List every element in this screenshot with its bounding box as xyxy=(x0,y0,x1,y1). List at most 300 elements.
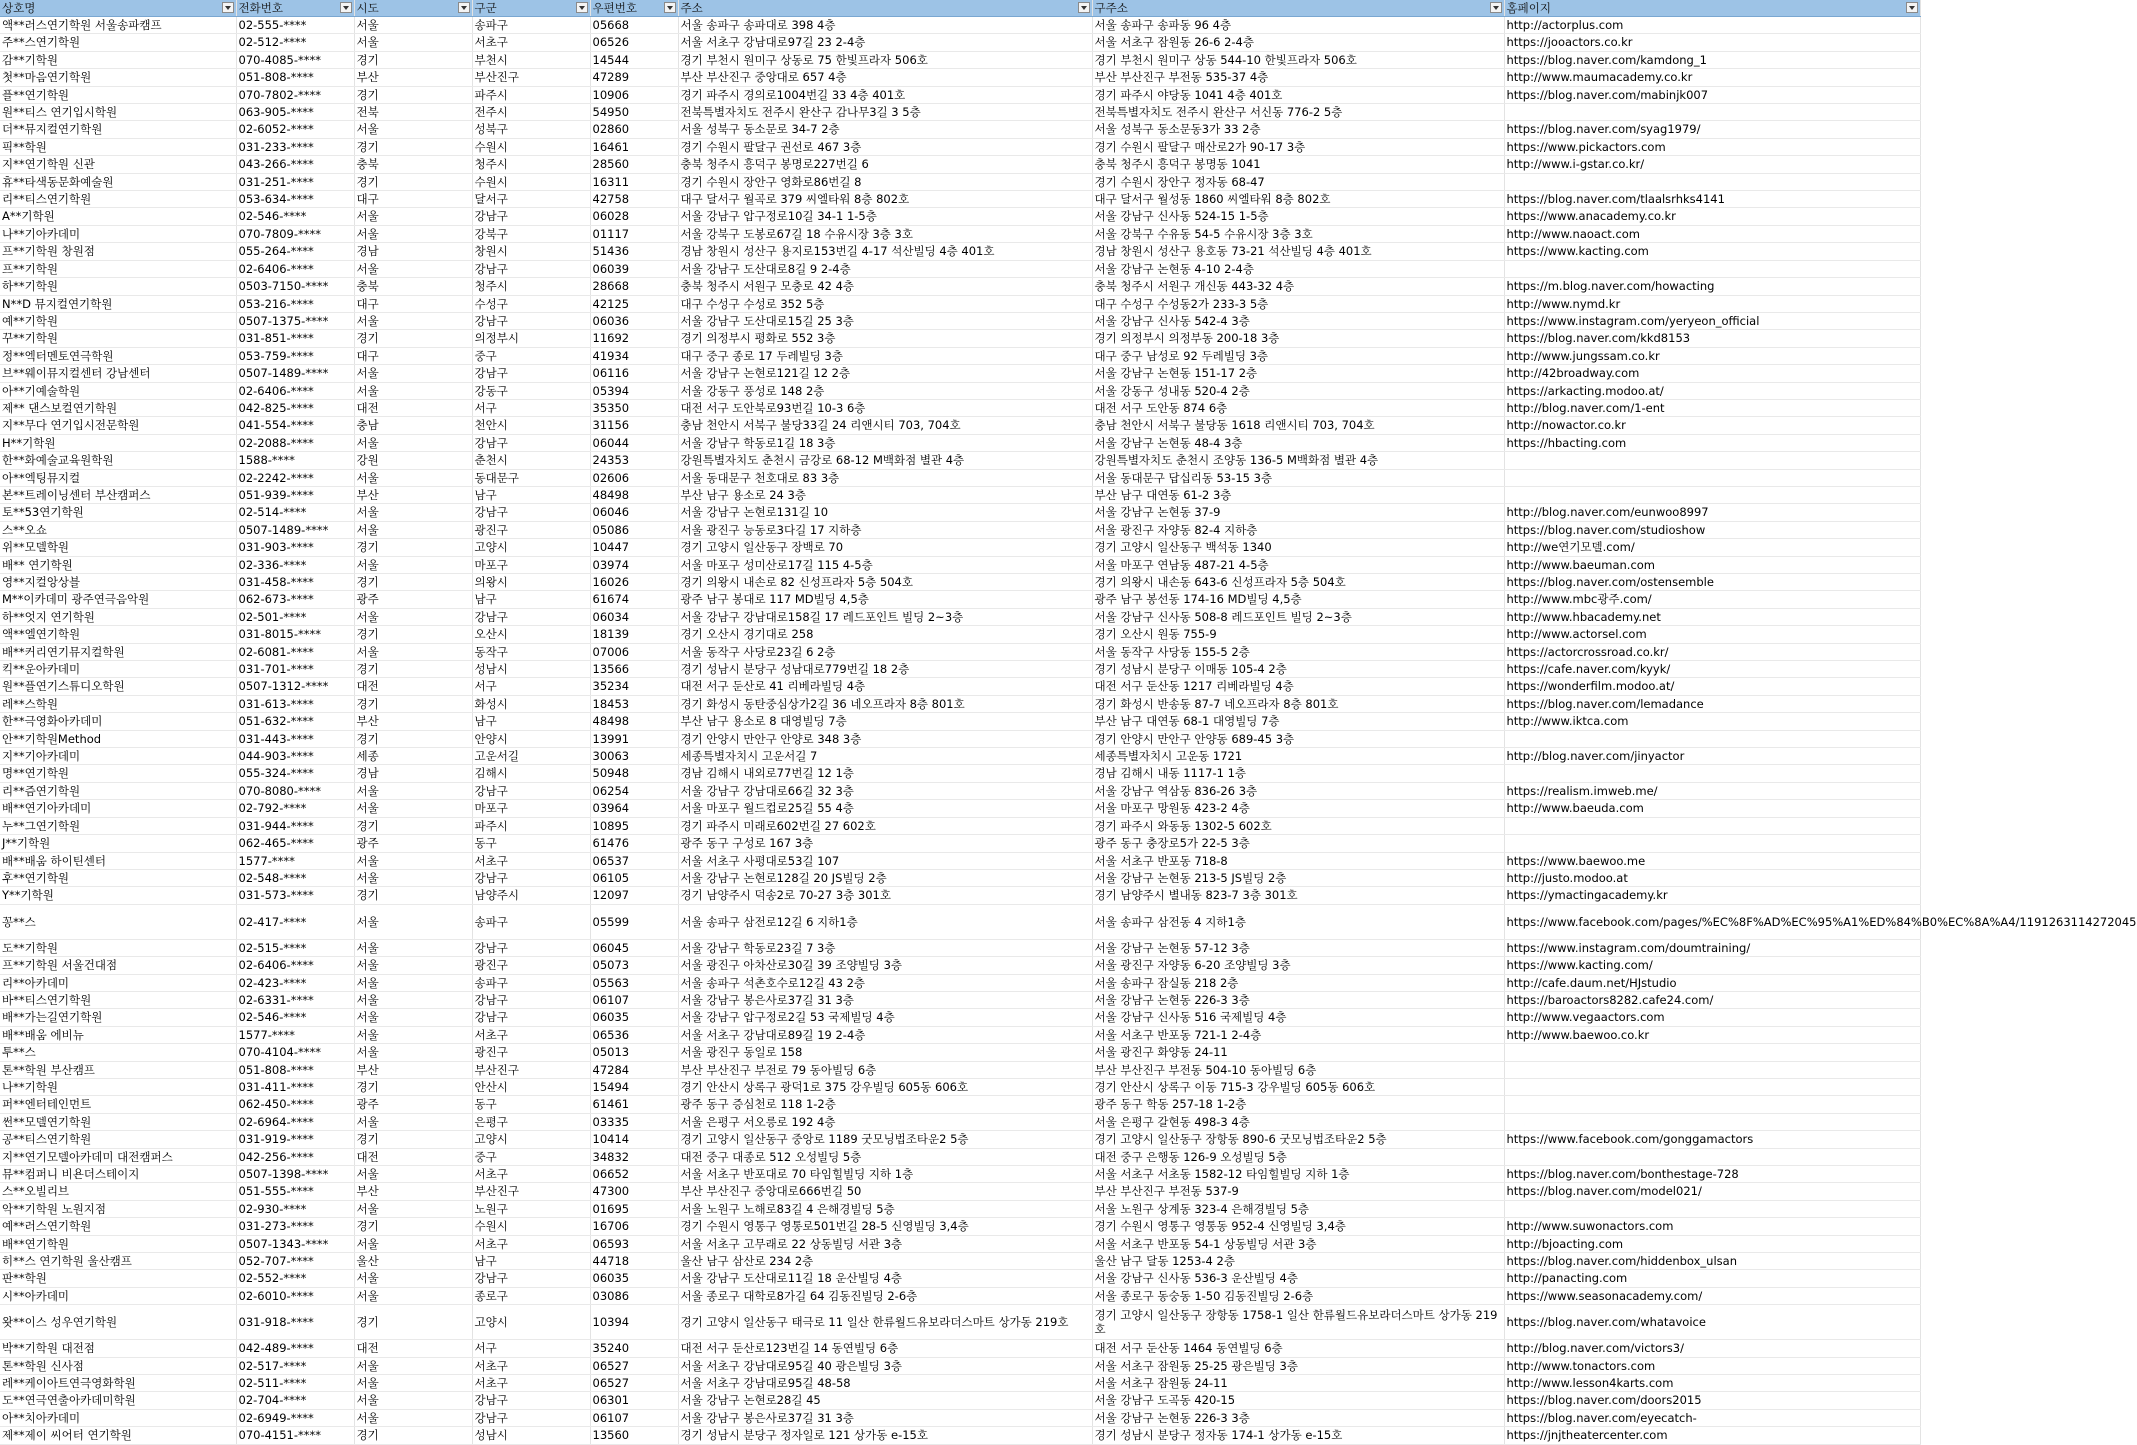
table-cell[interactable]: 02-6010-**** xyxy=(236,1287,354,1304)
table-cell[interactable]: 수원시 xyxy=(472,1218,590,1235)
table-cell[interactable]: 48498 xyxy=(590,486,678,503)
table-cell[interactable] xyxy=(1504,765,1920,782)
table-cell[interactable]: 강남구 xyxy=(472,1409,590,1426)
table-cell[interactable]: http://www.lesson4karts.com xyxy=(1504,1375,1920,1392)
table-cell[interactable]: 051-808-**** xyxy=(236,1061,354,1078)
table-cell[interactable]: 강북구 xyxy=(472,225,590,242)
header-cell[interactable] xyxy=(1504,0,1920,17)
table-cell[interactable] xyxy=(1504,835,1920,852)
table-cell[interactable]: 서울 강남구 신사동 542-4 3층 xyxy=(1092,312,1504,329)
table-cell[interactable]: 세종 xyxy=(354,748,472,765)
table-cell[interactable]: 시**아카데미 xyxy=(0,1287,236,1304)
table-cell[interactable]: 경남 xyxy=(354,765,472,782)
table-cell[interactable]: 06527 xyxy=(590,1375,678,1392)
table-cell[interactable]: 썬**모델연기학원 xyxy=(0,1113,236,1130)
table-cell[interactable]: 경기 부천시 원미구 상동 544-10 한빛프라자 506호 xyxy=(1092,51,1504,68)
table-cell[interactable]: 지**연기학원 신관 xyxy=(0,156,236,173)
table-cell[interactable]: 031-919-**** xyxy=(236,1131,354,1148)
table-cell[interactable]: 액**엘연기학원 xyxy=(0,626,236,643)
table-cell[interactable]: 서울 강남구 봉은사로37길 31 3층 xyxy=(678,1409,1092,1426)
table-cell[interactable]: 서울 xyxy=(354,904,472,939)
table-cell[interactable]: 광주 xyxy=(354,1096,472,1113)
table-cell[interactable]: 아**치아카데미 xyxy=(0,1409,236,1426)
table-cell[interactable]: 브**웨이뮤지컬센터 강남센터 xyxy=(0,365,236,382)
table-cell[interactable]: 배**커리연기뮤지컬학원 xyxy=(0,643,236,660)
table-cell[interactable]: 서울 xyxy=(354,782,472,799)
table-cell[interactable]: 051-555-**** xyxy=(236,1183,354,1200)
table-cell[interactable]: 서울 xyxy=(354,556,472,573)
table-cell[interactable]: 서울 강남구 논현동 213-5 JS빌딩 2층 xyxy=(1092,869,1504,886)
table-cell[interactable]: 042-825-**** xyxy=(236,399,354,416)
table-cell[interactable]: 05086 xyxy=(590,521,678,538)
table-cell[interactable]: 나**기아카데미 xyxy=(0,225,236,242)
table-cell[interactable]: 예**기학원 xyxy=(0,312,236,329)
table-cell[interactable]: 안양시 xyxy=(472,730,590,747)
table-cell[interactable]: 대구 수성구 수성동2가 233-3 5층 xyxy=(1092,295,1504,312)
table-cell[interactable]: 아**기예술학원 xyxy=(0,382,236,399)
table-cell[interactable]: https://www.instagram.com/doumtraining/ xyxy=(1504,939,1920,956)
table-cell[interactable]: http://www.suwonactors.com xyxy=(1504,1218,1920,1235)
table-cell[interactable]: 02-548-**** xyxy=(236,869,354,886)
table-cell[interactable]: 충북 xyxy=(354,278,472,295)
table-cell[interactable]: 휴**타색동문화예술원 xyxy=(0,173,236,190)
table-cell[interactable]: 도**기학원 xyxy=(0,939,236,956)
table-cell[interactable]: 경기 xyxy=(354,1305,472,1340)
table-cell[interactable]: http://www.hbacademy.net xyxy=(1504,608,1920,625)
table-cell[interactable]: 051-808-**** xyxy=(236,69,354,86)
table-cell[interactable]: 톤**학원 신사점 xyxy=(0,1357,236,1374)
table-cell[interactable]: 경기 의정부시 의정부동 200-18 3층 xyxy=(1092,330,1504,347)
table-cell[interactable]: 경기 오산시 경기대로 258 xyxy=(678,626,1092,643)
table-cell[interactable]: 0507-1312-**** xyxy=(236,678,354,695)
table-cell[interactable]: 031-273-**** xyxy=(236,1218,354,1235)
table-cell[interactable]: http://www.naoact.com xyxy=(1504,225,1920,242)
table-cell[interactable]: 28560 xyxy=(590,156,678,173)
table-cell[interactable]: https://blog.naver.com/bonthestage-728 xyxy=(1504,1166,1920,1183)
table-cell[interactable]: 서울 서초구 고무래로 22 상동빌딩 서관 3층 xyxy=(678,1235,1092,1252)
table-cell[interactable] xyxy=(1504,730,1920,747)
table-cell[interactable]: http://www.mbc광주.com/ xyxy=(1504,591,1920,608)
table-cell[interactable]: 서초구 xyxy=(472,1375,590,1392)
table-cell[interactable]: 경남 창원시 성산구 용호동 73-21 석산빌딩 4층 401호 xyxy=(1092,243,1504,260)
table-cell[interactable]: 동구 xyxy=(472,835,590,852)
table-cell[interactable]: 서울 서초구 반포동 718-8 xyxy=(1092,852,1504,869)
table-cell[interactable]: 부산 xyxy=(354,69,472,86)
table-cell[interactable]: 서울 강남구 논현동 226-3 3층 xyxy=(1092,991,1504,1008)
table-cell[interactable]: 03086 xyxy=(590,1287,678,1304)
table-cell[interactable]: 서울 xyxy=(354,434,472,451)
table-cell[interactable]: 울산 남구 삼산로 234 2층 xyxy=(678,1253,1092,1270)
table-cell[interactable]: A**기학원 xyxy=(0,208,236,225)
table-cell[interactable]: 070-4151-**** xyxy=(236,1427,354,1444)
table-cell[interactable]: 24353 xyxy=(590,452,678,469)
table-cell[interactable]: 서울 xyxy=(354,1409,472,1426)
table-cell[interactable]: 경기 성남시 분당구 이매동 105-4 2층 xyxy=(1092,661,1504,678)
table-cell[interactable]: 청주시 xyxy=(472,278,590,295)
table-cell[interactable]: 프**기학원 서울건대점 xyxy=(0,957,236,974)
table-cell[interactable]: 06116 xyxy=(590,365,678,382)
table-cell[interactable]: https://blog.naver.com/kkd8153 xyxy=(1504,330,1920,347)
table-cell[interactable]: 서울 강남구 논현로128길 20 JS빌딩 2층 xyxy=(678,869,1092,886)
table-cell[interactable]: 055-324-**** xyxy=(236,765,354,782)
table-cell[interactable]: 서초구 xyxy=(472,1357,590,1374)
table-cell[interactable]: 서울 xyxy=(354,1392,472,1409)
table-cell[interactable]: 경기 안양시 만안구 안양동 689-45 3층 xyxy=(1092,730,1504,747)
table-cell[interactable]: 서울 강남구 신사동 524-15 1-5층 xyxy=(1092,208,1504,225)
table-cell[interactable]: 42758 xyxy=(590,191,678,208)
table-cell[interactable]: 서울 서초구 반포대로 70 타임힐빌딩 지하 1층 xyxy=(678,1166,1092,1183)
table-cell[interactable]: http://actorplus.com xyxy=(1504,17,1920,34)
table-cell[interactable]: 대전 중구 대종로 512 오성빌딩 5층 xyxy=(678,1148,1092,1165)
table-cell[interactable]: 경기 xyxy=(354,574,472,591)
table-cell[interactable]: 10394 xyxy=(590,1305,678,1340)
table-cell[interactable]: 경기 수원시 장안구 정자동 68-47 xyxy=(1092,173,1504,190)
table-cell[interactable]: 서울 강북구 수유동 54-5 수유시장 3층 3호 xyxy=(1092,225,1504,242)
table-cell[interactable]: 광주 동구 구성로 167 3층 xyxy=(678,835,1092,852)
header-cell[interactable] xyxy=(472,0,590,17)
table-cell[interactable]: 서울 xyxy=(354,1166,472,1183)
table-cell[interactable]: 성남시 xyxy=(472,661,590,678)
table-cell[interactable]: https://baroactors8282.cafe24.com/ xyxy=(1504,991,1920,1008)
table-cell[interactable]: 18139 xyxy=(590,626,678,643)
table-cell[interactable]: http://nowactor.co.kr xyxy=(1504,417,1920,434)
table-cell[interactable]: 대전 서구 도안동 874 6층 xyxy=(1092,399,1504,416)
table-cell[interactable]: 의정부시 xyxy=(472,330,590,347)
table-cell[interactable]: 충북 청주시 흥덕구 봉명로227번길 6 xyxy=(678,156,1092,173)
table-cell[interactable]: 충북 청주시 서원구 개신동 443-32 4층 xyxy=(1092,278,1504,295)
table-cell[interactable]: 서울 강동구 성내동 520-4 2층 xyxy=(1092,382,1504,399)
table-cell[interactable]: 1588-**** xyxy=(236,452,354,469)
table-cell[interactable] xyxy=(1504,104,1920,121)
table-cell[interactable]: J**기학원 xyxy=(0,835,236,852)
table-cell[interactable]: 고운서길 xyxy=(472,748,590,765)
table-cell[interactable]: 0507-1375-**** xyxy=(236,312,354,329)
table-cell[interactable]: 원**플연기스튜디오학원 xyxy=(0,678,236,695)
table-cell[interactable]: 대전 서구 둔산로 41 리베라빌딩 4층 xyxy=(678,678,1092,695)
table-cell[interactable]: 강남구 xyxy=(472,608,590,625)
table-cell[interactable]: 서울 강남구 학동로1길 18 3층 xyxy=(678,434,1092,451)
table-cell[interactable]: http://www.baeuman.com xyxy=(1504,556,1920,573)
filter-dropdown-icon[interactable] xyxy=(1078,2,1090,13)
table-cell[interactable]: 프**기학원 창원점 xyxy=(0,243,236,260)
table-cell[interactable]: 07006 xyxy=(590,643,678,660)
table-cell[interactable]: 경남 김해시 내외로77번길 12 1층 xyxy=(678,765,1092,782)
table-cell[interactable]: 02-6964-**** xyxy=(236,1113,354,1130)
table-cell[interactable]: 031-458-**** xyxy=(236,574,354,591)
table-cell[interactable]: 춘천시 xyxy=(472,452,590,469)
table-cell[interactable]: 수원시 xyxy=(472,138,590,155)
table-cell[interactable]: 고양시 xyxy=(472,1305,590,1340)
table-cell[interactable]: 06301 xyxy=(590,1392,678,1409)
table-cell[interactable]: 02-555-**** xyxy=(236,17,354,34)
table-cell[interactable]: 배** 연기학원 xyxy=(0,556,236,573)
table-cell[interactable]: 서울 성북구 동소문로 34-7 2층 xyxy=(678,121,1092,138)
table-cell[interactable]: http://panacting.com xyxy=(1504,1270,1920,1287)
table-cell[interactable]: 오산시 xyxy=(472,626,590,643)
table-cell[interactable]: 01117 xyxy=(590,225,678,242)
table-cell[interactable]: 경기 고양시 일산동구 장항동 1758-1 일산 한류월드유보라더스마트 상가동 219호 xyxy=(1092,1305,1504,1340)
table-cell[interactable]: 070-7802-**** xyxy=(236,86,354,103)
table-cell[interactable]: 고양시 xyxy=(472,1131,590,1148)
table-cell[interactable]: http://blog.naver.com/1-ent xyxy=(1504,399,1920,416)
header-cell[interactable] xyxy=(354,0,472,17)
table-cell[interactable] xyxy=(1504,452,1920,469)
table-cell[interactable]: 47289 xyxy=(590,69,678,86)
table-cell[interactable]: 마포구 xyxy=(472,556,590,573)
table-cell[interactable]: 후**연기학원 xyxy=(0,869,236,886)
table-cell[interactable]: 리**즘연기학원 xyxy=(0,782,236,799)
table-cell[interactable]: 경기 안산시 상록구 이동 715-3 강우빌딩 605동 606호 xyxy=(1092,1078,1504,1095)
table-cell[interactable]: 경기 xyxy=(354,1131,472,1148)
table-cell[interactable]: 부산 부산진구 중앙대로666번길 50 xyxy=(678,1183,1092,1200)
table-cell[interactable]: 13560 xyxy=(590,1427,678,1444)
table-cell[interactable]: 서울 xyxy=(354,1287,472,1304)
table-cell[interactable]: 경기 xyxy=(354,173,472,190)
table-cell[interactable]: 충남 천안시 서북구 불당33길 24 리앤시티 703, 704호 xyxy=(678,417,1092,434)
table-cell[interactable]: 서울 xyxy=(354,260,472,277)
table-cell[interactable]: http://blog.naver.com/eunwoo8997 xyxy=(1504,504,1920,521)
table-cell[interactable]: 경기 수원시 장안구 영화로86번길 8 xyxy=(678,173,1092,190)
table-cell[interactable]: 경기 남양주시 별내동 823-7 3층 301호 xyxy=(1092,887,1504,904)
table-cell[interactable]: 서울 송파구 삼전로12길 6 지하1층 xyxy=(678,904,1092,939)
table-cell[interactable]: 06036 xyxy=(590,312,678,329)
table-cell[interactable] xyxy=(1504,817,1920,834)
table-cell[interactable]: 강남구 xyxy=(472,869,590,886)
table-cell[interactable]: 경기 xyxy=(354,51,472,68)
table-cell[interactable]: 나**기학원 xyxy=(0,1078,236,1095)
table-cell[interactable]: 강남구 xyxy=(472,1270,590,1287)
table-cell[interactable]: 판**학원 xyxy=(0,1270,236,1287)
table-cell[interactable]: 경기 안양시 만안구 안양로 348 3층 xyxy=(678,730,1092,747)
table-cell[interactable]: 대구 xyxy=(354,295,472,312)
table-cell[interactable]: 배**배움 하이틴센터 xyxy=(0,852,236,869)
table-cell[interactable]: https://jnjtheatercenter.com xyxy=(1504,1427,1920,1444)
table-cell[interactable]: 명**연기학원 xyxy=(0,765,236,782)
table-cell[interactable]: 070-4085-**** xyxy=(236,51,354,68)
table-cell[interactable]: 043-266-**** xyxy=(236,156,354,173)
table-cell[interactable]: 충북 청주시 서원구 모충로 42 4층 xyxy=(678,278,1092,295)
table-cell[interactable]: 경남 김해시 내동 1117-1 1층 xyxy=(1092,765,1504,782)
table-cell[interactable]: 지**기아카데미 xyxy=(0,748,236,765)
table-cell[interactable]: http://www.iktca.com xyxy=(1504,713,1920,730)
table-cell[interactable]: 경기 안산시 상록구 광덕1로 375 강우빌딩 605동 606호 xyxy=(678,1078,1092,1095)
table-cell[interactable]: 서울 노원구 노해로83길 4 은해경빌딩 5층 xyxy=(678,1200,1092,1217)
table-cell[interactable]: 송파구 xyxy=(472,974,590,991)
table-cell[interactable]: 06527 xyxy=(590,1357,678,1374)
table-cell[interactable]: 03974 xyxy=(590,556,678,573)
table-cell[interactable]: 첫**마음연기학원 xyxy=(0,69,236,86)
table-cell[interactable]: 서울 xyxy=(354,1200,472,1217)
table-cell[interactable]: 강동구 xyxy=(472,382,590,399)
table-cell[interactable]: http://www.tonactors.com xyxy=(1504,1357,1920,1374)
table-cell[interactable]: 서울 xyxy=(354,504,472,521)
table-cell[interactable]: 서울 xyxy=(354,1113,472,1130)
table-cell[interactable]: 서울 송파구 송파동 96 4층 xyxy=(1092,17,1504,34)
table-cell[interactable]: 48498 xyxy=(590,713,678,730)
table-cell[interactable]: 서울 마포구 망원동 423-2 4층 xyxy=(1092,800,1504,817)
table-cell[interactable]: 강원 xyxy=(354,452,472,469)
table-cell[interactable]: 02-2242-**** xyxy=(236,469,354,486)
table-cell[interactable]: 서울 xyxy=(354,208,472,225)
table-cell[interactable]: 02-336-**** xyxy=(236,556,354,573)
table-cell[interactable]: 02-546-**** xyxy=(236,1009,354,1026)
table-cell[interactable]: 배**배움 에비뉴 xyxy=(0,1026,236,1043)
table-cell[interactable]: 경기 의왕시 내손동 643-6 신성프라자 5층 504호 xyxy=(1092,574,1504,591)
table-cell[interactable]: 성북구 xyxy=(472,121,590,138)
table-cell[interactable]: 대전 서구 둔산로123번길 14 동연빌딩 6층 xyxy=(678,1340,1092,1357)
table-cell[interactable] xyxy=(1504,1044,1920,1061)
table-cell[interactable]: 서울 서초구 강남대로97길 23 2-4층 xyxy=(678,34,1092,51)
table-cell[interactable]: 서울 강남구 봉은사로37길 31 3층 xyxy=(678,991,1092,1008)
table-cell[interactable]: 청주시 xyxy=(472,156,590,173)
table-cell[interactable]: 070-8080-**** xyxy=(236,782,354,799)
table-cell[interactable]: 감**기학원 xyxy=(0,51,236,68)
table-cell[interactable]: 02-517-**** xyxy=(236,1357,354,1374)
table-cell[interactable]: 노원구 xyxy=(472,1200,590,1217)
table-cell[interactable]: 서울 xyxy=(354,800,472,817)
table-cell[interactable]: 원**티스 연기입시학원 xyxy=(0,104,236,121)
table-cell[interactable]: 정**엑터멘토연극학원 xyxy=(0,347,236,364)
table-cell[interactable]: 박**기학원 대전점 xyxy=(0,1340,236,1357)
table-cell[interactable]: 02606 xyxy=(590,469,678,486)
table-cell[interactable]: 서초구 xyxy=(472,1026,590,1043)
table-cell[interactable]: 경기 의정부시 평화로 552 3층 xyxy=(678,330,1092,347)
table-cell[interactable]: 더**뮤지컬연기학원 xyxy=(0,121,236,138)
table-cell[interactable]: 02-512-**** xyxy=(236,34,354,51)
table-cell[interactable]: 10447 xyxy=(590,539,678,556)
table-cell[interactable]: 경기 수원시 팔달구 매산로2가 90-17 3층 xyxy=(1092,138,1504,155)
table-cell[interactable]: 서울 xyxy=(354,1026,472,1043)
table-cell[interactable]: 경남 창원시 성산구 용지로153번길 4-17 석산빌딩 4층 401호 xyxy=(678,243,1092,260)
table-cell[interactable]: 위**모델학원 xyxy=(0,539,236,556)
table-cell[interactable]: 제**제이 씨어터 연기학원 xyxy=(0,1427,236,1444)
table-cell[interactable]: http://www.baeuda.com xyxy=(1504,800,1920,817)
table-cell[interactable]: 남구 xyxy=(472,713,590,730)
table-cell[interactable]: 프**기학원 xyxy=(0,260,236,277)
table-cell[interactable]: 경기 화성시 반송동 87-7 네오프라자 8층 801호 xyxy=(1092,695,1504,712)
table-cell[interactable]: 42125 xyxy=(590,295,678,312)
table-cell[interactable]: 서울 마포구 성미산로17길 115 4-5층 xyxy=(678,556,1092,573)
table-cell[interactable]: 대구 중구 남성로 92 두레빌딩 3층 xyxy=(1092,347,1504,364)
table-cell[interactable]: 12097 xyxy=(590,887,678,904)
table-cell[interactable]: 06035 xyxy=(590,1009,678,1026)
table-cell[interactable]: 서울 서초구 강남대로95길 40 광은빌딩 3층 xyxy=(678,1357,1092,1374)
table-cell[interactable]: 055-264-**** xyxy=(236,243,354,260)
table-cell[interactable]: 퍼**엔터테인먼트 xyxy=(0,1096,236,1113)
filter-dropdown-icon[interactable] xyxy=(664,2,676,13)
table-cell[interactable]: 031-613-**** xyxy=(236,695,354,712)
table-cell[interactable]: 서울 xyxy=(354,957,472,974)
table-cell[interactable]: 경기 파주시 야당동 1041 4층 401호 xyxy=(1092,86,1504,103)
table-cell[interactable]: 053-634-**** xyxy=(236,191,354,208)
table-cell[interactable]: https://m.blog.naver.com/howacting xyxy=(1504,278,1920,295)
table-cell[interactable]: 31156 xyxy=(590,417,678,434)
table-cell[interactable]: 06537 xyxy=(590,852,678,869)
table-cell[interactable]: 031-944-**** xyxy=(236,817,354,834)
table-cell[interactable]: 05563 xyxy=(590,974,678,991)
table-cell[interactable]: http://blog.naver.com/jinyactor xyxy=(1504,748,1920,765)
table-cell[interactable]: 경기 xyxy=(354,626,472,643)
table-cell[interactable]: 아**엑팅뮤지컬 xyxy=(0,469,236,486)
table-cell[interactable]: 의왕시 xyxy=(472,574,590,591)
table-cell[interactable]: 서울 송파구 삼전동 4 지하1층 xyxy=(1092,904,1504,939)
table-cell[interactable]: 02-704-**** xyxy=(236,1392,354,1409)
table-cell[interactable]: 13991 xyxy=(590,730,678,747)
table-cell[interactable]: 본**트레이닝센터 부산캠퍼스 xyxy=(0,486,236,503)
table-cell[interactable]: 06526 xyxy=(590,34,678,51)
table-cell[interactable]: 경기 성남시 분당구 정자일로 121 상가동 e-15호 xyxy=(678,1427,1092,1444)
table-cell[interactable]: 부산 xyxy=(354,1183,472,1200)
table-cell[interactable]: 하**엇지 연기학원 xyxy=(0,608,236,625)
table-cell[interactable]: 광주 동구 학동 257-18 1-2층 xyxy=(1092,1096,1504,1113)
table-cell[interactable]: 서울 강남구 논현동 4-10 2-4층 xyxy=(1092,260,1504,277)
table-cell[interactable]: 서울 은평구 갈현동 498-3 4층 xyxy=(1092,1113,1504,1130)
table-cell[interactable]: 05013 xyxy=(590,1044,678,1061)
table-cell[interactable]: 서울 강남구 논현동 151-17 2층 xyxy=(1092,365,1504,382)
table-cell[interactable]: 02-6406-**** xyxy=(236,260,354,277)
table-cell[interactable]: 042-489-**** xyxy=(236,1340,354,1357)
table-cell[interactable]: 06034 xyxy=(590,608,678,625)
table-cell[interactable]: https://blog.naver.com/tlaalsrhks4141 xyxy=(1504,191,1920,208)
table-cell[interactable]: 031-251-**** xyxy=(236,173,354,190)
table-cell[interactable]: 16311 xyxy=(590,173,678,190)
table-cell[interactable]: 픽**학원 xyxy=(0,138,236,155)
table-cell[interactable]: https://blog.naver.com/whatavoice xyxy=(1504,1305,1920,1340)
table-cell[interactable]: 한**화예술교육원학원 xyxy=(0,452,236,469)
table-cell[interactable]: 051-632-**** xyxy=(236,713,354,730)
table-cell[interactable]: 서울 강남구 강남대로158길 17 레드포인트 빌딩 2~3층 xyxy=(678,608,1092,625)
table-cell[interactable]: 052-707-**** xyxy=(236,1253,354,1270)
table-cell[interactable]: 서울 강남구 논현동 48-4 3층 xyxy=(1092,434,1504,451)
table-cell[interactable]: 스**오빌리브 xyxy=(0,1183,236,1200)
table-cell[interactable]: http://www.vegaactors.com xyxy=(1504,1009,1920,1026)
table-cell[interactable]: 광주 동구 충장로5가 22-5 3층 xyxy=(1092,835,1504,852)
table-cell[interactable]: 파주시 xyxy=(472,86,590,103)
table-cell[interactable]: 강남구 xyxy=(472,434,590,451)
table-cell[interactable]: 경기 xyxy=(354,138,472,155)
table-cell[interactable]: 35240 xyxy=(590,1340,678,1357)
table-cell[interactable]: 경기 오산시 원동 755-9 xyxy=(1092,626,1504,643)
table-cell[interactable]: 배**연기아카데미 xyxy=(0,800,236,817)
table-cell[interactable]: 서울 종로구 동숭동 1-50 김동진빌딩 2-6층 xyxy=(1092,1287,1504,1304)
table-cell[interactable]: 경기 수원시 영통구 영통동 952-4 신영빌딩 3,4층 xyxy=(1092,1218,1504,1235)
table-cell[interactable]: 30063 xyxy=(590,748,678,765)
table-cell[interactable]: 61674 xyxy=(590,591,678,608)
table-cell[interactable]: 부산 남구 대연동 68-1 대영빌딩 7층 xyxy=(1092,713,1504,730)
table-cell[interactable]: 031-573-**** xyxy=(236,887,354,904)
table-cell[interactable]: http://42broadway.com xyxy=(1504,365,1920,382)
table-cell[interactable]: 서울 xyxy=(354,1235,472,1252)
table-cell[interactable]: 파주시 xyxy=(472,817,590,834)
table-cell[interactable]: 동구 xyxy=(472,1096,590,1113)
table-cell[interactable]: 예**러스연기학원 xyxy=(0,1218,236,1235)
table-cell[interactable]: 서울 xyxy=(354,1357,472,1374)
table-cell[interactable]: 경남 xyxy=(354,243,472,260)
table-cell[interactable]: https://actorcrossroad.co.kr/ xyxy=(1504,643,1920,660)
table-cell[interactable]: 서울 송파구 석촌호수로12길 43 2층 xyxy=(678,974,1092,991)
table-cell[interactable]: https://www.instagram.com/yeryeon_official xyxy=(1504,312,1920,329)
table-cell[interactable]: 스**오쇼 xyxy=(0,521,236,538)
table-cell[interactable]: 서울 광진구 동일로 158 xyxy=(678,1044,1092,1061)
header-cell[interactable] xyxy=(678,0,1092,17)
table-cell[interactable]: 서울 xyxy=(354,34,472,51)
table-cell[interactable]: 서울 강남구 도산대로8길 9 2-4층 xyxy=(678,260,1092,277)
table-cell[interactable]: 강남구 xyxy=(472,365,590,382)
table-cell[interactable]: 02-6949-**** xyxy=(236,1409,354,1426)
table-cell[interactable]: 울산 xyxy=(354,1253,472,1270)
table-cell[interactable]: 서구 xyxy=(472,1340,590,1357)
table-cell[interactable]: http://bjoacting.com xyxy=(1504,1235,1920,1252)
